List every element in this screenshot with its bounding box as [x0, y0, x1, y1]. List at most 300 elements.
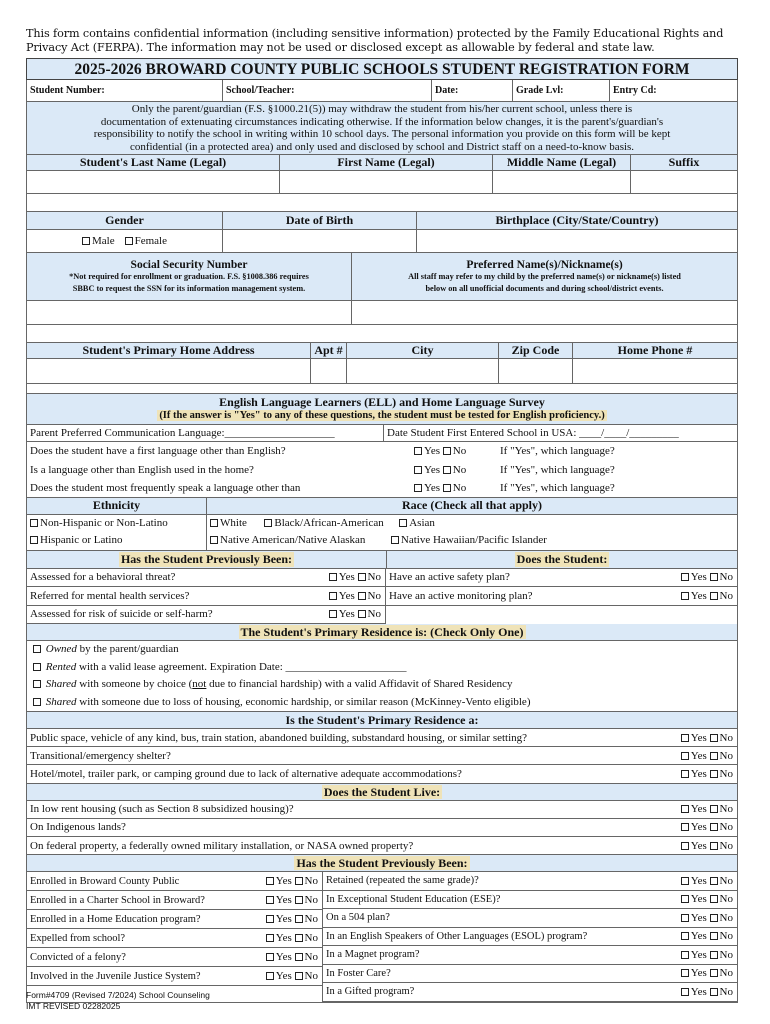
grade-level-field[interactable]: Grade Lvl:: [513, 80, 610, 101]
preferred-title: Preferred Name(s)/Nickname(s): [466, 258, 623, 271]
previously-been-header: [27, 551, 387, 568]
rented-text: with a valid lease agreement. Expiration Date: ______________________: [76, 660, 407, 673]
no-checkbox[interactable]: [710, 988, 718, 996]
question-text: Expelled from school?: [30, 932, 126, 944]
zip-header: Zip Code: [499, 343, 573, 358]
ell-lang-row: [26, 425, 738, 442]
apt-header: Apt #: [311, 343, 347, 358]
yes-no-options: [636, 590, 737, 602]
yes-checkbox[interactable]: [266, 934, 274, 942]
ell-followup: If "Yes", which language?: [500, 463, 615, 476]
admin-info-row: [26, 80, 738, 102]
yes-checkbox[interactable]: [681, 914, 689, 922]
form-number: Form#4709 (Revised 7/2024) School Counseling: [26, 990, 210, 1000]
no-checkbox[interactable]: [710, 969, 718, 977]
yes-checkbox[interactable]: [681, 895, 689, 903]
ell-title: English Language Learners (ELL) and Home Language Survey: [219, 395, 545, 409]
ssn-preferred-row: [26, 253, 738, 301]
ell-question-row: [26, 479, 738, 498]
yes-label: Yes: [275, 951, 292, 964]
privacy-statement: [26, 102, 738, 155]
date-field[interactable]: Date:: [432, 80, 513, 101]
preferred-note: All staff may refer to my child by the preferred name(s) or nickname(s) listed: [408, 271, 681, 281]
owned-checkbox[interactable]: [33, 645, 41, 653]
does-student-header: [387, 551, 737, 568]
no-checkbox[interactable]: [358, 592, 366, 600]
residence-rented: [26, 659, 738, 677]
question-text: Retained (repeated the same grade)?: [326, 875, 479, 887]
white-label: White: [220, 517, 247, 529]
question-text: In Exceptional Student Education (ESE)?: [326, 893, 501, 905]
ell-yes-no: [411, 461, 497, 480]
student-live-header: [26, 784, 738, 801]
no-label: No: [452, 481, 467, 494]
residence-options: [26, 641, 738, 712]
female-checkbox[interactable]: [125, 237, 133, 245]
form-footer: [26, 990, 210, 1012]
yes-checkbox[interactable]: [681, 951, 689, 959]
owned-text: by the parent/guardian: [76, 643, 179, 655]
city-input[interactable]: [347, 359, 499, 383]
yes-checkbox[interactable]: [329, 592, 337, 600]
no-checkbox[interactable]: [710, 823, 718, 831]
yes-no-options: [643, 967, 737, 979]
yes-checkbox[interactable]: [329, 610, 337, 618]
ell-yes-no: [411, 442, 497, 461]
prev2-right-list: [323, 872, 737, 1002]
yes-no-options: [643, 821, 737, 833]
yes-label: Yes: [690, 589, 707, 602]
no-label: No: [304, 913, 318, 926]
hawaiian-checkbox[interactable]: [391, 536, 399, 544]
ferpa-notice: This form contains confidential information (including sensitive information) protected by the Family Educational Rights and Privacy Act (FERPA). The information may not be used or disclosed except as allowable by federal and state law.: [26, 27, 724, 54]
yes-no-question-row: [26, 819, 738, 837]
yes-label: Yes: [424, 481, 441, 494]
no-label: No: [304, 894, 318, 907]
yes-label: Yes: [690, 911, 707, 924]
no-label: No: [719, 803, 733, 816]
yes-label: Yes: [338, 608, 355, 621]
name-input-row: [26, 171, 738, 194]
yes-checkbox[interactable]: [414, 447, 422, 455]
ell-header: [26, 393, 738, 425]
phone-header: Home Phone #: [573, 343, 737, 358]
yes-no-options: [643, 803, 737, 815]
demographics-header-row: [26, 211, 738, 230]
prev2-left-list: [27, 872, 323, 1002]
yes-no-options: [643, 930, 737, 942]
question-text: Enrolled in a Charter School in Broward?: [30, 894, 205, 906]
shared-em: Shared: [45, 695, 77, 708]
question-text: In a Gifted program?: [326, 986, 415, 998]
no-label: No: [719, 967, 733, 980]
residence-a-title: Is the Student's Primary Residence a:: [285, 713, 479, 727]
ssn-input[interactable]: [27, 301, 352, 324]
question-text: On a 504 plan?: [326, 912, 390, 924]
yes-checkbox[interactable]: [414, 484, 422, 492]
yes-checkbox[interactable]: [329, 573, 337, 581]
question-text: Assessed for risk of suicide or self-harm?: [30, 608, 213, 621]
yes-label: Yes: [275, 894, 292, 907]
residence-shared-hardship: [26, 694, 738, 712]
yes-checkbox[interactable]: [681, 932, 689, 940]
no-checkbox[interactable]: [710, 752, 718, 760]
address-spacer: [26, 384, 738, 393]
suffix-header: Suffix: [631, 155, 737, 170]
question-text: Enrolled in Broward County Public: [30, 875, 180, 887]
question-text: In Foster Care?: [326, 967, 391, 979]
middle-name-input[interactable]: [493, 171, 631, 193]
no-checkbox[interactable]: [358, 573, 366, 581]
no-checkbox[interactable]: [710, 895, 718, 903]
question-text: Enrolled in a Home Education program?: [30, 913, 201, 925]
yes-label: Yes: [338, 589, 355, 602]
yes-checkbox[interactable]: [681, 734, 689, 742]
yes-no-options: [313, 571, 385, 583]
yes-label: Yes: [690, 571, 707, 584]
city-header: City: [347, 343, 499, 358]
address-input-row: [26, 359, 738, 384]
yes-no-question-row: [27, 891, 322, 910]
no-checkbox[interactable]: [710, 877, 718, 885]
yes-no-question-row: [323, 928, 737, 947]
question-text: Referred for mental health services?: [30, 589, 190, 602]
question-text: On Indigenous lands?: [30, 821, 126, 834]
no-label: No: [304, 932, 318, 945]
yes-no-question-row: [27, 948, 322, 967]
yes-no-question-row: [323, 872, 737, 891]
yes-no-options: [643, 750, 737, 762]
yes-no-options: [643, 912, 737, 924]
question-text: In low rent housing (such as Section 8 subsidized housing)?: [30, 803, 294, 816]
no-label: No: [719, 731, 733, 744]
no-label: No: [304, 970, 318, 983]
yes-checkbox[interactable]: [266, 953, 274, 961]
yes-no-options: [636, 571, 737, 583]
yes-checkbox[interactable]: [414, 466, 422, 474]
suffix-input[interactable]: [631, 171, 737, 193]
ssn-note: *Not required for enrollment or graduation. F.S. §1008.386 requires: [69, 271, 309, 281]
preferred-note: below on all unofficial documents and during school/district events.: [425, 283, 664, 293]
student-number-field[interactable]: Student Number:: [27, 80, 223, 101]
yes-no-options: [643, 949, 737, 961]
shared-choice-checkbox[interactable]: [33, 680, 41, 688]
no-label: No: [367, 608, 381, 621]
form-title: 2025-2026 BROWARD COUNTY PUBLIC SCHOOLS STUDENT REGISTRATION FORM: [26, 58, 738, 80]
question-text: Transitional/emergency shelter?: [30, 749, 171, 762]
residence-a-list: [26, 729, 738, 784]
residence-header: [26, 624, 738, 641]
owned-em: Owned: [45, 643, 77, 655]
no-checkbox[interactable]: [295, 934, 303, 942]
yes-no-options: [643, 986, 737, 998]
yes-no-options: [253, 951, 322, 963]
yes-no-options: [253, 913, 322, 925]
yes-label: Yes: [275, 970, 292, 983]
question-text: Convicted of a felony?: [30, 951, 126, 963]
prev2-section: [26, 872, 738, 1003]
yes-no-question-row: [26, 729, 738, 747]
phone-input[interactable]: [573, 359, 737, 383]
dob-header: Date of Birth: [223, 212, 417, 229]
preferred-name-input[interactable]: [352, 301, 737, 324]
yes-label: Yes: [690, 967, 707, 980]
no-label: No: [719, 948, 733, 961]
yes-no-question-row: [323, 965, 737, 984]
no-checkbox[interactable]: [295, 953, 303, 961]
question-text: Have an active safety plan?: [389, 571, 510, 584]
ethnicity-header: Ethnicity: [27, 498, 207, 514]
yes-no-question-row: [323, 983, 737, 1002]
yes-label: Yes: [690, 731, 707, 744]
rented-em: Rented: [45, 660, 77, 673]
no-checkbox[interactable]: [710, 573, 718, 581]
question-text: Have an active monitoring plan?: [389, 589, 533, 602]
native-american-label: Native American/Native Alaskan: [220, 534, 366, 546]
yes-no-options: [643, 732, 737, 744]
zip-input[interactable]: [499, 359, 573, 383]
shared-text: due to financial hardship) with a valid Affidavit of Shared Residency: [206, 678, 513, 690]
yes-checkbox[interactable]: [681, 877, 689, 885]
previously-been-list: [26, 569, 386, 625]
yes-checkbox[interactable]: [681, 969, 689, 977]
yes-no-options: [253, 970, 322, 982]
ell-question-row: [26, 461, 738, 480]
yes-label: Yes: [690, 839, 707, 852]
demographics-input-row: [26, 230, 738, 253]
yes-label: Yes: [690, 948, 707, 961]
question-text: On federal property, a federally owned military installation, or NASA owned property?: [30, 839, 414, 852]
female-label: Female: [134, 235, 167, 247]
yes-no-question-row: [27, 967, 322, 986]
yes-label: Yes: [690, 930, 707, 943]
yes-checkbox[interactable]: [681, 573, 689, 581]
question-text: Involved in the Juvenile Justice System?: [30, 970, 201, 982]
student-live-title: Does the Student Live:: [323, 784, 441, 799]
yes-checkbox[interactable]: [681, 823, 689, 831]
no-checkbox[interactable]: [295, 896, 303, 904]
ssn-header: [27, 253, 352, 300]
ell-questions: [26, 442, 738, 498]
no-label: No: [719, 893, 733, 906]
ethnicity-options: [27, 515, 207, 550]
no-label: No: [452, 463, 467, 476]
yes-no-question-row: [26, 569, 386, 588]
no-checkbox[interactable]: [710, 951, 718, 959]
residence-owned: [26, 641, 738, 659]
no-checkbox[interactable]: [710, 770, 718, 778]
ethnicity-race-row: [26, 515, 738, 551]
dob-input[interactable]: [223, 230, 417, 252]
yes-label: Yes: [690, 985, 707, 998]
hawaiian-label: Native Hawaiian/Pacific Islander: [400, 534, 547, 546]
no-checkbox[interactable]: [295, 877, 303, 885]
does-student-title: Does the Student:: [516, 551, 608, 566]
first-name-header: First Name (Legal): [280, 155, 493, 170]
no-checkbox[interactable]: [443, 447, 451, 455]
yes-no-question-row: [26, 747, 738, 765]
yes-checkbox[interactable]: [681, 805, 689, 813]
residence-title: The Student's Primary Residence is: (Check Only One): [240, 625, 524, 639]
yes-checkbox[interactable]: [266, 915, 274, 923]
shared-hardship-text: with someone due to loss of housing, economic hardship, or similar reason (McKinney-Vento eligible): [76, 695, 531, 708]
no-checkbox[interactable]: [358, 610, 366, 618]
shared-text: with someone by choice (: [76, 678, 193, 690]
native-american-checkbox[interactable]: [210, 536, 218, 544]
threat-header-row: [26, 551, 738, 569]
shared-em: Shared: [45, 678, 77, 690]
question-text: Hotel/motel, trailer park, or camping ground due to lack of alternative adequate accommodations?: [30, 767, 462, 780]
entry-code-field[interactable]: Entry Cd:: [613, 85, 657, 96]
yes-no-question-row: [26, 837, 738, 855]
last-name-header: Student's Last Name (Legal): [27, 155, 280, 170]
question-text: In an English Speakers of Other Languages (ESOL) program?: [326, 930, 588, 942]
rented-checkbox[interactable]: [33, 663, 41, 671]
yes-no-question-row: [26, 606, 386, 625]
question-text: Public space, vehicle of any kind, bus, train station, abandoned building, substandard housing, or similar setting?: [30, 731, 528, 744]
ethnicity-race-header-row: [26, 498, 738, 515]
yes-no-options: [643, 768, 737, 780]
ell-question-row: [26, 442, 738, 461]
non-hispanic-label: Non-Hispanic or Non-Latino: [40, 517, 168, 529]
no-label: No: [719, 767, 733, 780]
male-checkbox[interactable]: [82, 237, 90, 245]
no-checkbox[interactable]: [443, 466, 451, 474]
no-checkbox[interactable]: [295, 915, 303, 923]
yes-checkbox[interactable]: [681, 752, 689, 760]
yes-label: Yes: [690, 803, 707, 816]
yes-checkbox[interactable]: [681, 592, 689, 600]
yes-label: Yes: [275, 913, 292, 926]
address-input[interactable]: [27, 359, 311, 383]
yes-no-question-row: [386, 587, 737, 606]
residence-shared-choice: [26, 676, 738, 694]
yes-label: Yes: [690, 749, 707, 762]
ell-question: Does the student most frequently speak a language other than: [30, 481, 301, 494]
asian-checkbox[interactable]: [399, 519, 407, 527]
no-label: No: [719, 930, 733, 943]
no-label: No: [719, 589, 733, 602]
yes-checkbox[interactable]: [681, 988, 689, 996]
yes-no-question-row: [26, 587, 386, 606]
no-checkbox[interactable]: [295, 972, 303, 980]
date-entered-usa-field[interactable]: Date Student First Entered School in USA: ____/____/_________: [387, 427, 679, 439]
yes-label: Yes: [424, 463, 441, 476]
yes-no-question-row: [26, 801, 738, 819]
no-label: No: [452, 445, 467, 458]
yes-no-options: [253, 894, 322, 906]
yes-label: Yes: [275, 932, 292, 945]
parent-language-field[interactable]: Parent Preferred Communication Language:____________________: [27, 425, 384, 441]
yes-no-question-row: [26, 765, 738, 783]
no-label: No: [719, 821, 733, 834]
revision-note: IMT REVISED 02282025: [26, 1001, 121, 1011]
black-label: Black/African-American: [274, 517, 384, 529]
ssn-note: SBBC to request the SSN for its information management system.: [72, 283, 306, 293]
yes-no-options: [643, 875, 737, 887]
ssn-spacer: [26, 325, 738, 342]
threat-section: [26, 569, 738, 625]
yes-checkbox[interactable]: [681, 842, 689, 850]
question-text: In a Magnet program?: [326, 949, 420, 961]
no-checkbox[interactable]: [710, 932, 718, 940]
no-label: No: [719, 571, 733, 584]
yes-label: Yes: [690, 821, 707, 834]
no-label: No: [719, 911, 733, 924]
ell-question: Does the student have a first language other than English?: [30, 445, 286, 458]
privacy-line: responsibility to notify the school in writing within 10 school days. The personal information you provide on this form will be kept: [93, 128, 671, 140]
ell-followup: If "Yes", which language?: [500, 481, 615, 494]
prev2-header: [26, 855, 738, 872]
residence-a-header: [26, 712, 738, 729]
no-label: No: [719, 874, 733, 887]
address-header-row: [26, 342, 738, 359]
no-label: No: [719, 985, 733, 998]
no-checkbox[interactable]: [710, 805, 718, 813]
shared-hardship-checkbox[interactable]: [33, 698, 41, 706]
name-spacer: [26, 194, 738, 211]
question-text: Assessed for a behavioral threat?: [30, 571, 176, 584]
registration-form: [26, 58, 738, 1003]
yes-no-question-row: [27, 929, 322, 948]
yes-no-options: [643, 893, 737, 905]
non-hispanic-checkbox[interactable]: [30, 519, 38, 527]
last-name-input[interactable]: [27, 171, 280, 193]
yes-no-options: [313, 590, 385, 602]
race-options: [207, 515, 737, 550]
no-checkbox[interactable]: [710, 842, 718, 850]
no-label: No: [367, 589, 381, 602]
hispanic-label: Hispanic or Latino: [40, 534, 123, 546]
no-checkbox[interactable]: [710, 734, 718, 742]
hispanic-checkbox[interactable]: [30, 536, 38, 544]
first-name-input[interactable]: [280, 171, 493, 193]
yes-no-question-row: [27, 910, 322, 929]
no-checkbox[interactable]: [710, 592, 718, 600]
school-teacher-field[interactable]: School/Teacher:: [223, 80, 432, 101]
yes-no-options: [313, 608, 385, 620]
yes-no-question-row: [386, 569, 737, 588]
apt-input[interactable]: [311, 359, 347, 383]
ell-subtitle: (If the answer is "Yes" to any of these questions, the student must be tested for English proficiency.): [159, 410, 605, 421]
yes-label: Yes: [690, 874, 707, 887]
ell-question: Is a language other than English used in the home?: [30, 463, 254, 476]
yes-checkbox[interactable]: [266, 877, 274, 885]
privacy-line: confidential (in a protected area) and only used and disclosed by school and District staff on a need-to-know basis.: [129, 140, 635, 153]
ssn-preferred-input-row: [26, 301, 738, 325]
privacy-line: Only the parent/guardian (F.S. §1000.21(5)) may withdraw the student from his/her current school, unless there is: [131, 103, 633, 115]
white-checkbox[interactable]: [210, 519, 218, 527]
does-student-list: [386, 569, 738, 625]
no-label: No: [719, 839, 733, 852]
yes-checkbox[interactable]: [266, 972, 274, 980]
yes-checkbox[interactable]: [266, 896, 274, 904]
yes-no-question-row: [323, 891, 737, 910]
yes-no-options: [643, 840, 737, 852]
yes-label: Yes: [424, 445, 441, 458]
birthplace-input[interactable]: [417, 230, 737, 252]
prev2-title: Has the Student Previously Been:: [296, 856, 468, 871]
yes-no-question-row: [323, 946, 737, 965]
black-checkbox[interactable]: [264, 519, 272, 527]
no-checkbox[interactable]: [443, 484, 451, 492]
male-label: Male: [92, 235, 115, 247]
yes-no-options: [253, 932, 322, 944]
yes-label: Yes: [275, 875, 292, 888]
yes-checkbox[interactable]: [681, 770, 689, 778]
middle-name-header: Middle Name (Legal): [493, 155, 631, 170]
no-checkbox[interactable]: [710, 914, 718, 922]
